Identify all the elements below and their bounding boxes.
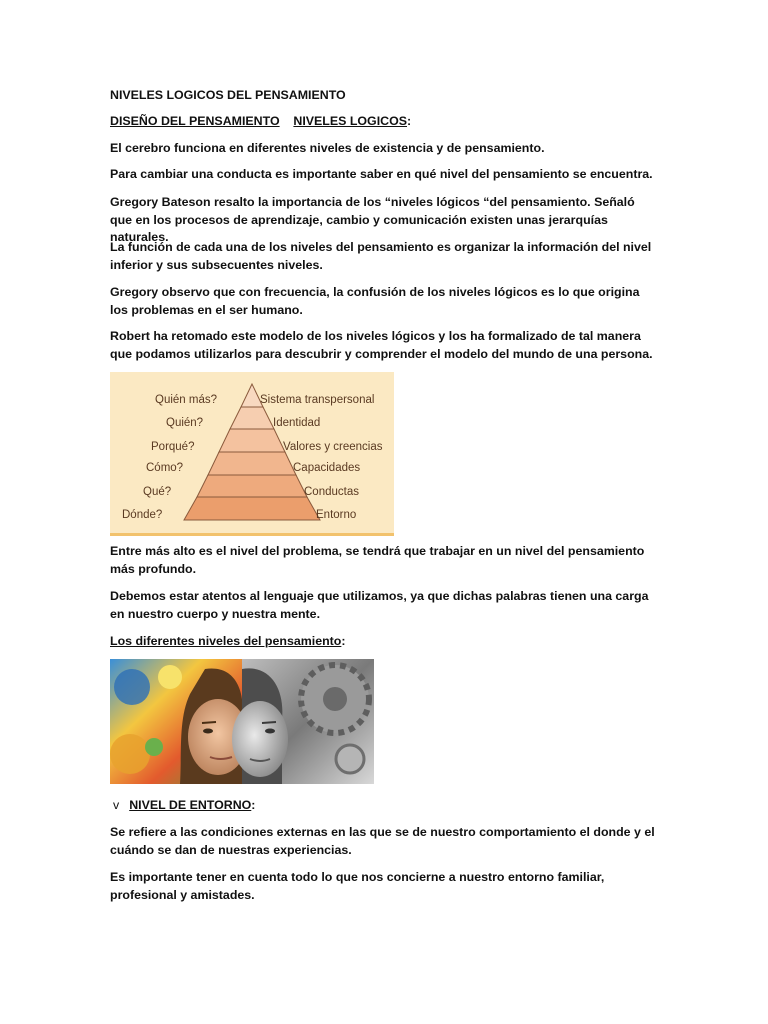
question-2: Quién? <box>166 417 204 429</box>
section-heading: Los diferentes niveles del pensamiento <box>110 634 342 648</box>
paragraph-1: El cerebro funciona en diferentes niveles de existencia y de pensamiento. <box>110 141 545 155</box>
level-2-label: Identidad <box>273 417 321 429</box>
paragraph-3: Gregory Bateson resalto la importancia de los “niveles lógicos “del pensamiento. Señaló que en los procesos de aprendizaje, cambio y comunicación existen unas jerarquías naturales. <box>110 195 635 244</box>
paragraph-2: Para cambiar una conducta es importante saber en qué nivel del pensamiento se encuentra. <box>110 167 653 181</box>
question-3: Porqué? <box>151 441 195 453</box>
subtitle-line <box>110 113 655 131</box>
section-heading-line <box>110 633 655 651</box>
logical-levels-pyramid <box>110 372 394 536</box>
paragraph-4: La función de cada una de los niveles del pensamiento es organizar la información del nivel inferior y sus subsecuentes niveles. <box>110 240 652 272</box>
question-5: Qué? <box>143 486 172 498</box>
level-4-label: Capacidades <box>293 462 361 474</box>
pyramid-level-4 <box>208 452 296 475</box>
subtitle-levels: NIVELES LOGICOS <box>293 114 407 128</box>
bullet-marker: v <box>113 798 120 812</box>
paragraph-6: Robert ha retomado este modelo de los niveles lógicos y los ha formalizado de tal manera que podamos utilizarlos para descubrir y comprender el modelo del mundo de una persona. <box>110 329 653 361</box>
level-6-label: Entorno <box>316 509 357 521</box>
thinking-levels-illustration <box>110 659 374 784</box>
bullet-colon: : <box>251 798 256 812</box>
paragraph-9: Se refiere a las condiciones externas en las que se de nuestro comportamiento el donde y el cuándo se dan de nuestras experiencias. <box>110 825 655 857</box>
question-1: Quién más? <box>155 394 218 406</box>
paragraph-10: Es importante tener en cuenta todo lo que nos concierne a nuestro entorno familiar, profesional y amistades. <box>110 870 605 902</box>
pyramid-level-5 <box>197 475 307 497</box>
bullet-label: NIVEL DE ENTORNO <box>129 798 252 812</box>
question-4: Cómo? <box>146 462 184 474</box>
pyramid-level-2 <box>230 407 274 429</box>
pyramid-level-3 <box>219 429 285 452</box>
pyramid-level-6 <box>184 497 320 520</box>
document-title: NIVELES LOGICOS DEL PENSAMIENTO <box>110 88 346 102</box>
question-6: Dónde? <box>122 509 163 521</box>
level-5-label: Conductas <box>304 486 359 498</box>
bullet-line <box>110 797 655 815</box>
subtitle-colon: : <box>407 114 412 128</box>
level-1-label: Sistema transpersonal <box>260 394 375 406</box>
section-heading-colon: : <box>341 634 346 648</box>
subtitle-design: DISEÑO DEL PENSAMIENTO <box>110 114 280 128</box>
paragraph-7: Entre más alto es el nivel del problema, se tendrá que trabajar en un nivel del pensamiento más profundo. <box>110 544 645 576</box>
paragraph-5: Gregory observo que con frecuencia, la confusión de los niveles lógicos es lo que origina los problemas en el ser humano. <box>110 285 640 317</box>
level-3-label: Valores y creencias <box>283 441 383 453</box>
paragraph-8: Debemos estar atentos al lenguaje que utilizamos, ya que dichas palabras tienen una carga en nuestro cuerpo y nuestra mente. <box>110 589 649 621</box>
